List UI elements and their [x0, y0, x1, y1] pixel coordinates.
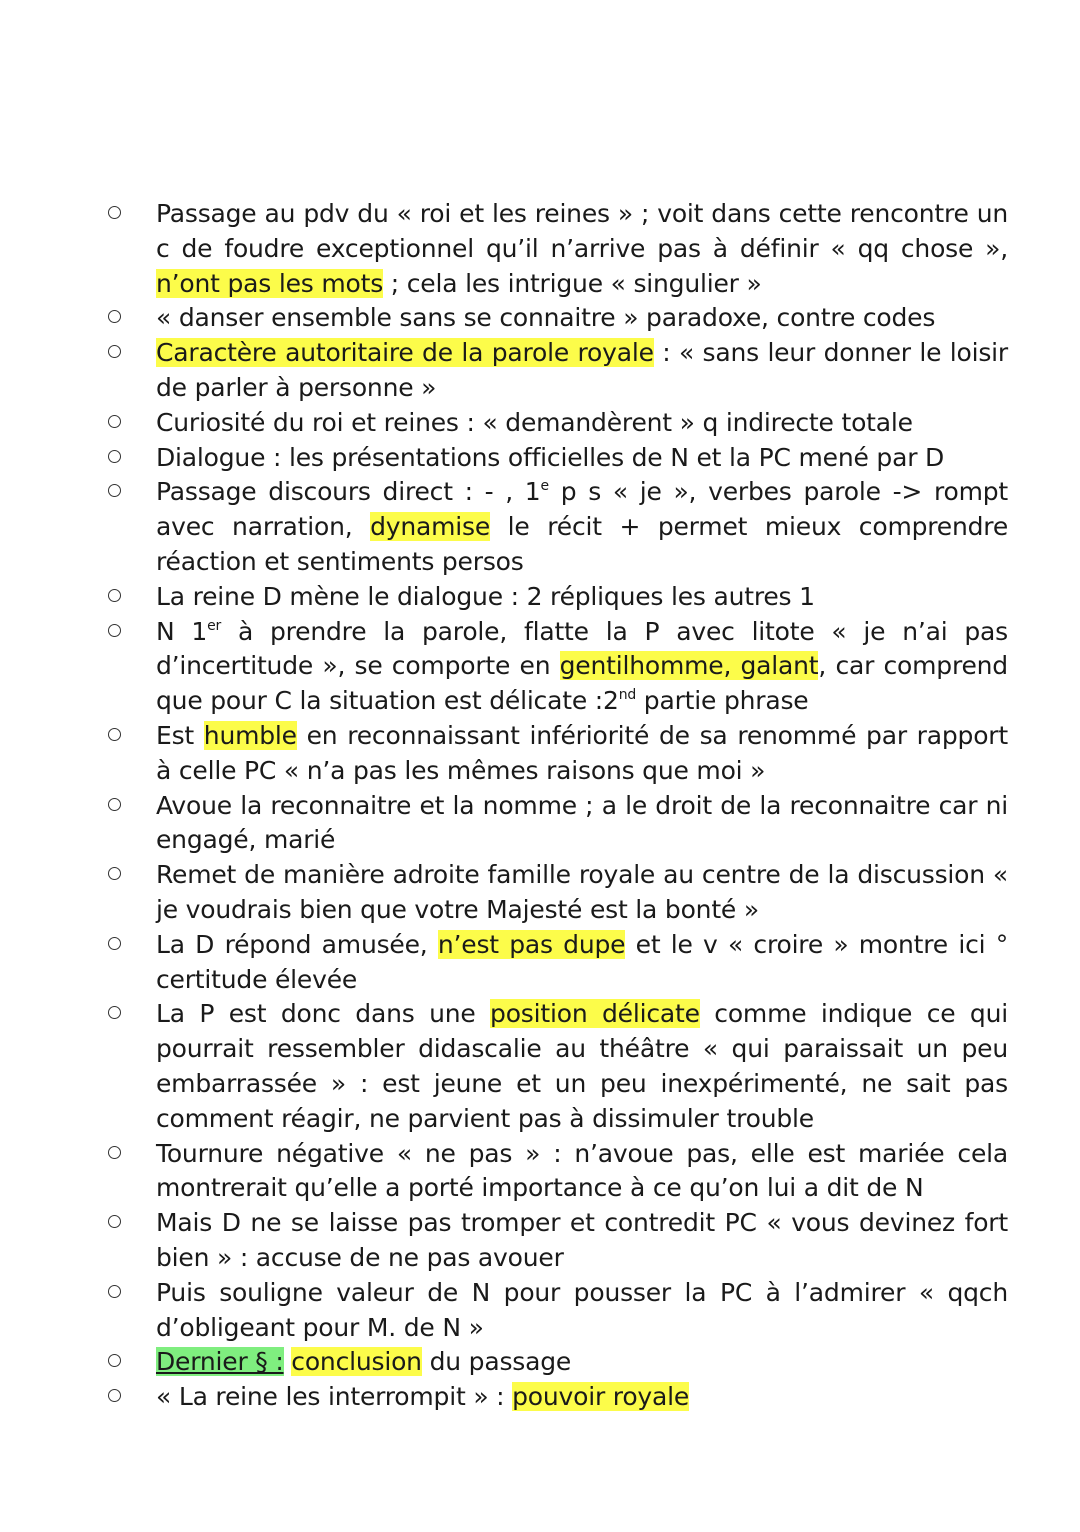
- note-text: le récit + permet mieux comprendre réaction et sentiments persos: [156, 512, 1008, 576]
- list-item: [108, 615, 1008, 719]
- highlighted-text: n’est pas dupe: [437, 929, 626, 959]
- circle-bullet-icon: [108, 206, 121, 219]
- circle-bullet-icon: [108, 1006, 121, 1019]
- list-item: [108, 301, 1008, 336]
- highlighted-text: humble: [203, 720, 297, 750]
- note-text: Dialogue : les présentations officielles de N et la PC mené par D: [156, 442, 945, 472]
- list-item: [108, 197, 1008, 301]
- circle-bullet-icon: [108, 937, 121, 950]
- list-item: [108, 475, 1008, 579]
- note-text: et le v « croire » montre ici ° certitude élevée: [156, 929, 1008, 994]
- note-text: p s « je », verbes parole -> rompt avec narration,: [156, 477, 1008, 542]
- circle-bullet-icon: [108, 1389, 121, 1402]
- note-text: partie phrase: [636, 686, 809, 716]
- note-text: La reine D mène le dialogue : 2 répliques les autres 1: [156, 581, 815, 611]
- list-item: [108, 1206, 1008, 1276]
- highlighted-text: Caractère autoritaire de la parole royale: [156, 338, 654, 368]
- note-text: N 1: [156, 616, 208, 646]
- note-text: : « sans leur donner le loisir de parler à personne »: [156, 338, 1008, 402]
- highlighted-text: gentilhomme, galant: [559, 651, 819, 681]
- note-text: Passage discours direct : - , 1: [156, 477, 541, 507]
- note-text: à prendre la parole, flatte la P avec litote « je n’ai pas d’incertitude », se comporte en: [156, 616, 1008, 681]
- list-item: [108, 580, 1008, 615]
- note-text: La D répond amusée,: [156, 929, 438, 959]
- circle-bullet-icon: [108, 624, 121, 637]
- list-item: [108, 928, 1008, 998]
- list-item: [108, 997, 1008, 1136]
- note-text: , car comprend que pour C la situation est délicate :2: [156, 651, 1008, 716]
- list-item: [108, 441, 1008, 476]
- note-text: Remet de manière adroite famille royale au centre de la discussion « je voudrais bien que votre Majesté est la bonté »: [156, 860, 1008, 924]
- superscript-text: nd: [618, 687, 637, 704]
- circle-bullet-icon: [108, 1215, 121, 1228]
- note-text: du passage: [421, 1347, 572, 1377]
- superscript-text: e: [540, 478, 549, 495]
- list-item: [108, 1276, 1008, 1346]
- note-text: Curiosité du roi et reines : « demandèrent » q indirecte totale: [156, 407, 913, 437]
- superscript-text: er: [207, 617, 222, 634]
- list-item: [108, 719, 1008, 789]
- note-text: Passage au pdv du « roi et les reines » ; voit dans cette rencontre un c de foudre exceptionnel qu’il n’arrive pas à définir « qq chose »,: [156, 199, 1008, 263]
- highlighted-heading-text: Dernier § :: [156, 1347, 284, 1377]
- circle-bullet-icon: [108, 1146, 121, 1159]
- note-text: Avoue la reconnaitre et la nomme ; a le droit de la reconnaitre car ni engagé, marié: [156, 790, 1008, 855]
- note-text: Est: [156, 720, 204, 750]
- note-text: ; cela les intrigue « singulier »: [383, 268, 762, 298]
- circle-bullet-icon: [108, 345, 121, 358]
- bullet-list: [108, 197, 1008, 1415]
- highlighted-text: conclusion: [291, 1347, 422, 1377]
- note-text: La P est donc dans une: [156, 999, 491, 1029]
- circle-bullet-icon: [108, 484, 121, 497]
- circle-bullet-icon: [108, 728, 121, 741]
- note-text: Puis souligne valeur de N pour pousser la PC à l’admirer « qqch d’obligeant pour M. de N »: [156, 1277, 1008, 1342]
- circle-bullet-icon: [108, 867, 121, 880]
- highlighted-text: n’ont pas les mots: [156, 268, 384, 298]
- note-text: Mais D ne se laisse pas tromper et contredit PC « vous devinez fort bien » : accuse de ne pas avouer: [156, 1208, 1008, 1272]
- list-item: [108, 1380, 1008, 1415]
- note-text: comme indique ce qui pourrait ressembler didascalie au théâtre « qui paraissait un peu embarrassée » : est jeune et un peu inexpérimenté, ne sait pas comment réagir, ne parvient pas à dissimuler trouble: [156, 999, 1008, 1133]
- list-item: [108, 789, 1008, 859]
- circle-bullet-icon: [108, 450, 121, 463]
- list-item: [108, 1137, 1008, 1207]
- circle-bullet-icon: [108, 415, 121, 428]
- note-text: « La reine les interrompit » :: [156, 1382, 513, 1412]
- list-item: [108, 336, 1008, 406]
- circle-bullet-icon: [108, 1354, 121, 1367]
- list-item: [108, 858, 1008, 928]
- list-item: [108, 1345, 1008, 1380]
- highlighted-text: dynamise: [370, 512, 491, 542]
- list-item: [108, 406, 1008, 441]
- circle-bullet-icon: [108, 589, 121, 602]
- circle-bullet-icon: [108, 310, 121, 323]
- circle-bullet-icon: [108, 798, 121, 811]
- note-text: « danser ensemble sans se connaitre » paradoxe, contre codes: [156, 303, 936, 333]
- circle-bullet-icon: [108, 1285, 121, 1298]
- note-text: en reconnaissant infériorité de sa renommé par rapport à celle PC « n’a pas les mêmes raisons que moi »: [156, 720, 1008, 785]
- highlighted-text: pouvoir royale: [512, 1382, 690, 1412]
- highlighted-text: position délicate: [490, 999, 700, 1029]
- note-text: Tournure négative « ne pas » : n’avoue pas, elle est mariée cela montrerait qu’elle a porté importance à ce qu’on lui a dit de N: [156, 1138, 1008, 1203]
